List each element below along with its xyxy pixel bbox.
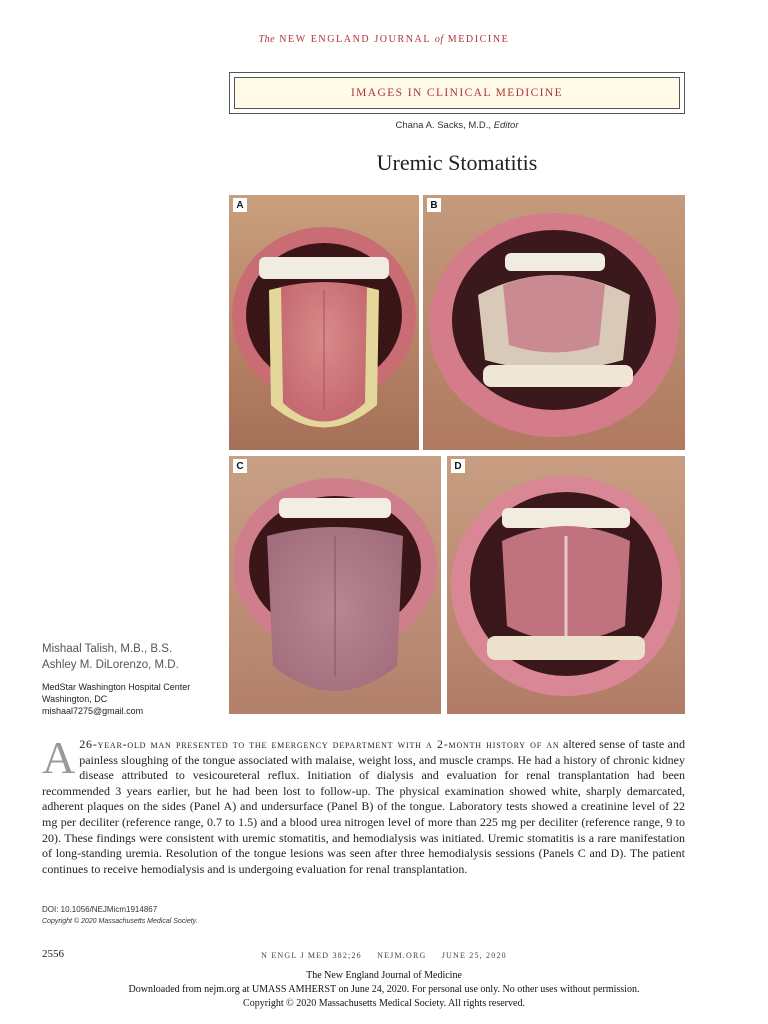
footer-date: JUNE 25, 2020 xyxy=(441,951,507,960)
section-banner xyxy=(234,77,680,109)
download-copyright: Copyright © 2020 Massachusetts Medical Society. All rights reserved. xyxy=(243,998,525,1009)
author-name: Ashley M. DiLorenzo, M.D. xyxy=(42,659,179,671)
body-lead: 26-year-old man presented to the emergency department with a 2-month history of an xyxy=(79,737,560,751)
panel-a-image xyxy=(229,195,419,450)
panel-b-photo xyxy=(423,195,685,450)
affiliation-institution: MedStar Washington Hospital Center xyxy=(42,682,191,692)
affiliation-location: Washington, DC xyxy=(42,694,108,704)
author-name: Mishaal Talish, M.B., B.S. xyxy=(42,643,173,655)
journal-of: of xyxy=(434,34,444,45)
section-label: IMAGES IN CLINICAL MEDICINE xyxy=(350,87,564,99)
panel-label-b: B xyxy=(427,198,441,212)
body-text: altered sense of taste and painless sloughing of the tongue associated with malaise, weight loss, and muscle cramps. He had a history of chronic kidney disease attributed to vesicoureteral reflux. Initiation of dialysis and evaluation for renal transplantation had been recommended 3 years earlier, but he had been lost to follow-up. The physical examination showed white, sharply demarcated, adherent plaques on the sides (Panel A) and undersurface (Panel B) of the tongue. Laboratory tests showed a creatinine level of 22 mg per deciliter (reference range, 0.7 to 1.5) and a blood urea nitrogen level of more than 225 mg per deciliter (reference range, 9 to 20). These findings were consistent with uremic stomatitis, and hemodialysis was initiated. Uremic stomatitis is a rare manifestation of long-standing uremia. Resolution of the tongue lesions was seen after three hemodialysis sessions (Panels C and D). The patient continues to receive hemodialysis and is undergoing evaluation for renal transplantation. xyxy=(42,737,686,876)
journal-prefix: The xyxy=(258,34,276,45)
article-body xyxy=(42,732,686,877)
panel-label-d: D xyxy=(451,459,465,473)
panel-b-image xyxy=(423,195,685,450)
panel-c-photo xyxy=(229,456,441,714)
panel-d-photo xyxy=(447,456,685,714)
panel-label-c: C xyxy=(233,459,247,473)
panel-a-photo xyxy=(229,195,419,450)
drop-cap: A xyxy=(42,732,76,783)
panel-c-image xyxy=(229,456,441,714)
journal-name-end: MEDICINE xyxy=(447,34,510,45)
panel-d-image xyxy=(447,456,685,714)
editor-line xyxy=(229,120,685,131)
download-journal: The New England Journal of Medicine xyxy=(306,970,462,981)
doi: DOI: 10.1056/NEJMicm1914867 xyxy=(42,905,158,914)
editor-name: Chana A. Sacks, M.D., xyxy=(395,120,492,131)
running-footer xyxy=(0,951,768,960)
footer-site: NEJM.ORG xyxy=(377,951,427,960)
page-number: 2556 xyxy=(42,948,64,960)
copyright-notice: Copyright © 2020 Massachusetts Medical Society. xyxy=(42,918,198,925)
affiliation-email: mishaal7275@gmail.com xyxy=(42,706,144,716)
editor-role: Editor xyxy=(493,120,519,131)
panel-label-a: A xyxy=(233,198,247,212)
journal-name: NEW ENGLAND JOURNAL xyxy=(279,34,431,45)
download-notice: Downloaded from nejm.org at UMASS AMHERST on June 24, 2020. For personal use only. No other uses without permission. xyxy=(128,984,640,995)
footer-citation: N ENGL J MED 382;26 xyxy=(261,951,362,960)
author-affiliation xyxy=(42,681,190,717)
journal-header xyxy=(0,34,768,45)
author-list xyxy=(42,641,179,673)
article-title: Uremic Stomatitis xyxy=(376,150,538,175)
